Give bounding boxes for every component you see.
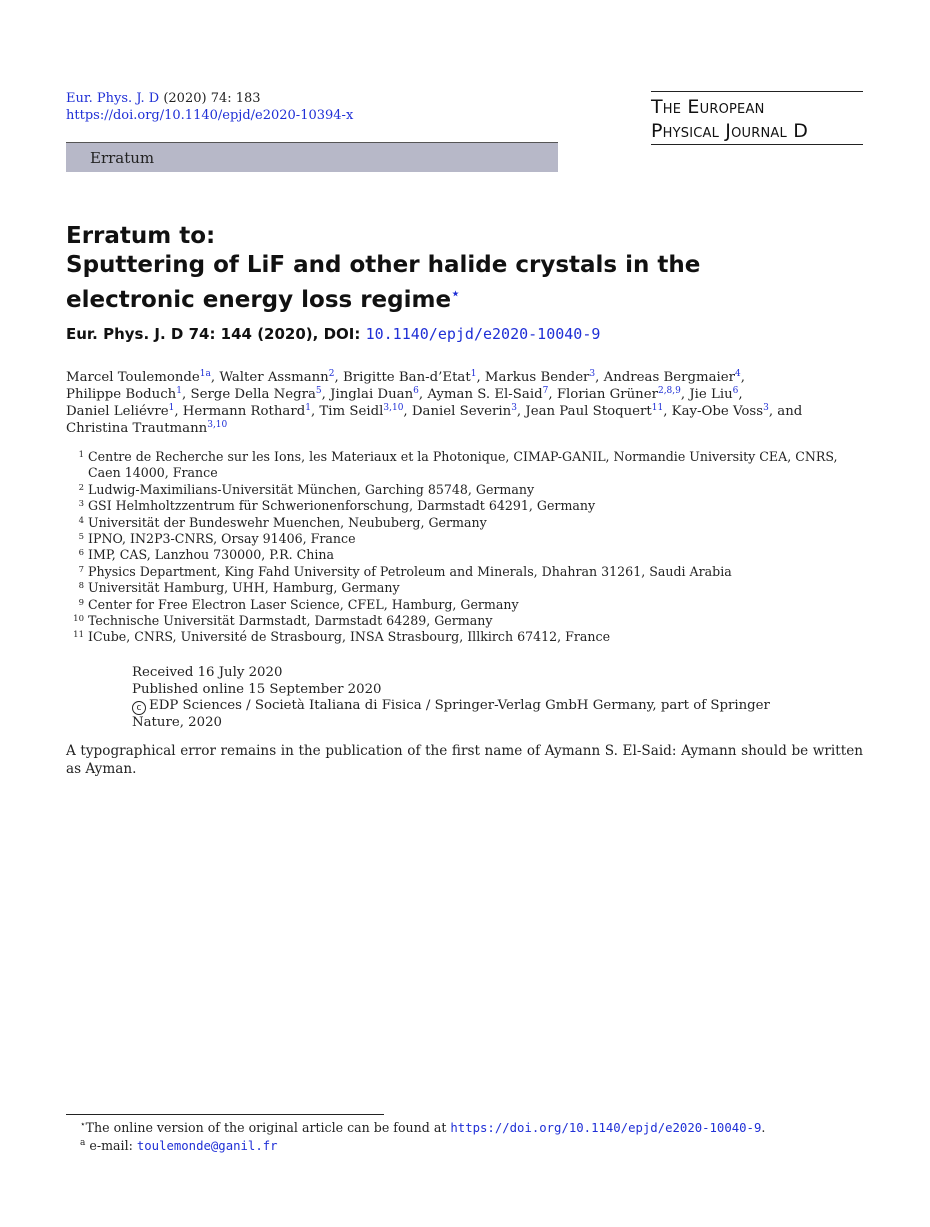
affiliation-item (66, 482, 856, 498)
author-name: Daniel Leliévre (66, 404, 169, 419)
affiliation-item (66, 531, 856, 547)
affiliation-text: Technische Universität Darmstadt, Darmstadt 64289, Germany (88, 613, 493, 629)
citation-text: Eur. Phys. J. D 74: 144 (2020), DOI: (66, 325, 366, 343)
copyright-icon: c (132, 701, 146, 715)
author-separator: , (182, 387, 191, 402)
author-separator: , (403, 404, 412, 419)
affiliation-number: 8 (78, 581, 84, 592)
footnote-original-article (80, 1119, 765, 1137)
author-name: Markus Bender (484, 370, 590, 385)
author-line (66, 386, 866, 403)
article-type-bar (66, 143, 558, 172)
author-affiliation-ref[interactable]: 1 (305, 403, 311, 413)
affiliation-item (66, 564, 856, 580)
author-separator: , (663, 404, 672, 419)
author-name: Florian Grüner (556, 387, 658, 402)
author-affiliation-ref[interactable]: 3 (589, 369, 596, 379)
author-affiliation-ref[interactable]: 3 (511, 403, 517, 413)
title-footnote-star[interactable]: ⋆ (451, 286, 460, 302)
author-name: Brigitte Ban-d’Etat (342, 370, 471, 385)
affiliation-item (66, 629, 856, 645)
affiliation-number: 10 (73, 614, 84, 625)
author-affiliation-ref[interactable]: 3,10 (207, 420, 228, 430)
journal-brand (651, 91, 863, 145)
affiliation-item (66, 449, 856, 482)
article-type-label: Erratum (90, 149, 155, 167)
author-affiliation-ref[interactable]: 1 (168, 403, 175, 413)
affiliation-item (66, 547, 856, 563)
affiliation-text: GSI Helmholtzzentrum für Schwerionenforschung, Darmstadt 64291, Germany (88, 498, 596, 514)
author-name: Tim Seidl (319, 404, 384, 419)
journal-brand-line2: Physical Journal D (651, 120, 809, 142)
title-line-1: Erratum to: (66, 223, 216, 249)
affiliation-number: 4 (78, 515, 84, 526)
author-affiliation-ref[interactable]: 7 (542, 386, 549, 396)
author-separator: , (174, 404, 183, 419)
footnote-star-mark: ⋆ (80, 1120, 86, 1130)
author-separator: , (321, 387, 331, 402)
affiliation-item (66, 597, 856, 613)
author-separator: , (418, 387, 428, 402)
author-affiliation-ref[interactable]: 4 (735, 369, 741, 379)
footnote-divider (66, 1114, 384, 1115)
title-line-3-text: electronic energy loss regime (66, 287, 452, 313)
affiliation-number: 2 (78, 482, 84, 493)
author-separator: , (740, 370, 745, 385)
author-line (66, 420, 866, 437)
author-name: Andreas Bergmaier (603, 370, 736, 385)
author-name: Ayman S. El-Said (427, 387, 543, 402)
author-affiliation-ref[interactable]: 3 (763, 403, 769, 413)
author-affiliation-ref[interactable]: 1 (470, 369, 477, 379)
author-affiliation-ref[interactable]: 1 (176, 386, 182, 396)
copyright-text: EDP Sciences / Società Italiana di Fisica / Springer-Verlag GmbH Germany, part of Springer Nature, 2020 (132, 698, 770, 730)
publication-dates (132, 665, 802, 732)
author-affiliation-ref[interactable]: 2 (328, 369, 335, 379)
affiliation-list (66, 449, 856, 646)
author-separator: , and (768, 404, 803, 419)
author-name: Philippe Boduch (66, 387, 177, 402)
affiliation-text: Universität Hamburg, UHH, Hamburg, Germany (88, 580, 400, 596)
erratum-body: A typographical error remains in the publication of the first name of Aymann S. El-Said: Aymann should be written as Ayman. (66, 743, 863, 777)
author-affiliation-ref[interactable]: 3,10 (383, 403, 404, 413)
article-doi-link[interactable]: https://doi.org/10.1140/epjd/e2020-10394-x (66, 108, 354, 123)
author-separator: , (738, 387, 743, 402)
citation-doi-link[interactable]: 10.1140/epjd/e2020-10040-9 (365, 325, 601, 343)
affiliation-number: 1 (78, 450, 84, 460)
author-name: Kay-Obe Voss (671, 404, 764, 419)
affiliation-text: Universität der Bundeswehr Muenchen, Neububerg, Germany (88, 514, 487, 530)
journal-link[interactable]: Eur. Phys. J. D (66, 91, 160, 106)
affiliation-number: 9 (78, 597, 84, 608)
author-affiliation-ref[interactable]: 6 (413, 386, 419, 396)
affiliation-text: ICube, CNRS, Université de Strasbourg, INSA Strasbourg, Illkirch 67412, France (88, 629, 611, 645)
affiliation-number: 3 (78, 499, 84, 510)
author-name: Serge Della Negra (190, 387, 316, 402)
footnote-star-end: . (761, 1120, 766, 1135)
author-line (66, 403, 866, 420)
received-date: Received 16 July 2020 (132, 665, 283, 680)
affiliation-text: Center for Free Electron Laser Science, CFEL, Hamburg, Germany (88, 596, 519, 612)
published-date: Published online 15 September 2020 (132, 681, 382, 697)
author-separator: , (310, 404, 320, 419)
affiliation-text: Centre de Recherche sur les Ions, les Materiaux et la Photonique, CIMAP-GANIL, Normandie University CEA, CNRS, Caen 14000, France (88, 449, 838, 481)
title-line-2: Sputtering of LiF and other halide crystals in the (66, 252, 701, 278)
journal-reference (66, 90, 353, 124)
affiliation-text: Ludwig-Maximilians-Universität München, Garching 85748, Germany (88, 481, 535, 497)
author-name: Marcel Toulemonde (66, 370, 200, 385)
journal-citation-line (66, 90, 353, 107)
affiliation-item (66, 498, 856, 514)
author-name: Hermann Rothard (182, 404, 306, 419)
affiliation-text: Physics Department, King Fahd University of Petroleum and Minerals, Dhahran 31261, Saudi Arabia (88, 563, 732, 579)
journal-volume: (2020) 74: 183 (159, 91, 261, 106)
copyright-notice (132, 698, 802, 732)
footnote-a-mark: a (80, 1138, 86, 1148)
affiliation-item (66, 580, 856, 596)
footnote-email (80, 1137, 765, 1155)
author-name: Jean Paul Stoquert (525, 404, 652, 419)
author-affiliation-ref[interactable]: 5 (315, 386, 322, 396)
author-affiliation-ref[interactable]: 2,8,9 (657, 386, 681, 396)
author-separator: , (476, 370, 485, 385)
affiliation-text: IMP, CAS, Lanzhou 730000, P.R. China (88, 547, 335, 563)
author-separator: , (334, 370, 343, 385)
author-name: Jinglai Duan (330, 387, 414, 402)
author-name: Walter Assmann (219, 370, 329, 385)
journal-brand-line1: The European (651, 96, 765, 118)
author-affiliation-ref[interactable]: 11 (651, 403, 664, 413)
original-article-link[interactable]: https://doi.org/10.1140/epjd/e2020-10040-9 (450, 1121, 762, 1135)
email-link[interactable]: toulemonde@ganil.fr (136, 1139, 278, 1153)
affiliation-number: 11 (73, 630, 84, 641)
author-affiliation-ref[interactable]: 1a (199, 369, 211, 379)
article-title (66, 222, 866, 315)
affiliation-number: 5 (78, 532, 84, 543)
author-separator: , (548, 387, 557, 402)
affiliation-item (66, 515, 856, 531)
author-name: Daniel Severin (411, 404, 512, 419)
author-list (66, 369, 866, 437)
affiliation-number: 7 (78, 564, 84, 575)
author-affiliation-ref[interactable]: 6 (732, 386, 739, 396)
author-separator: , (210, 370, 220, 385)
author-separator: , (595, 370, 604, 385)
affiliation-item (66, 613, 856, 629)
author-separator: , (680, 387, 690, 402)
author-separator: , (516, 404, 526, 419)
email-label: e-mail: (89, 1138, 137, 1153)
author-name: Jie Liu (689, 387, 733, 402)
title-line-3 (66, 280, 866, 315)
affiliation-number: 6 (78, 548, 84, 559)
footnotes (80, 1119, 765, 1155)
original-citation (66, 325, 600, 343)
author-name: Christina Trautmann (66, 421, 208, 436)
footnote-star-text: The online version of the original article can be found at (85, 1120, 451, 1135)
affiliation-text: IPNO, IN2P3-CNRS, Orsay 91406, France (88, 531, 356, 547)
author-line (66, 369, 866, 386)
